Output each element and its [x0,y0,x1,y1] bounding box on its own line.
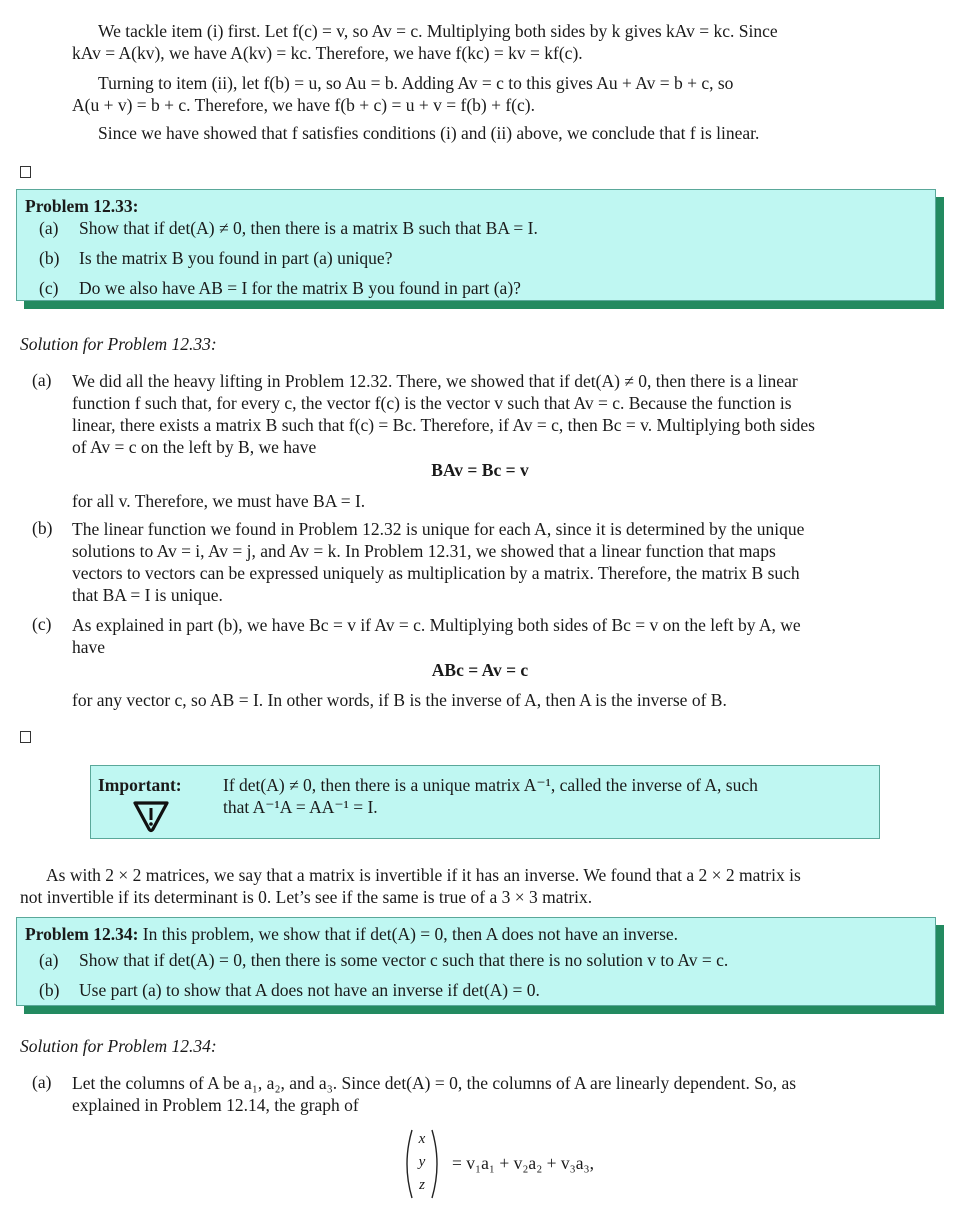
solution-line: vectors to vectors can be expressed uniquely as multiplication by a matrix. Therefore, the matrix B such [72,563,800,583]
solution-line: function f such that, for every c, the vector f(c) is the vector v such that Av = c. Because the function is [72,393,792,413]
problem-heading [25,924,678,945]
problem-title: Problem 12.33: [25,196,139,216]
problem-12-34-box [16,917,936,1006]
important-line-1: If det(A) ≠ 0, then there is a unique matrix A⁻¹, called the inverse of A, such [223,775,758,795]
intro-line-4: A(u + v) = b + c. Therefore, we have f(b + c) = u + v = f(b) + f(c). [72,95,535,115]
column-vector [402,1128,442,1200]
item-text: Do we also have AB = I for the matrix B you found in part (a)? [79,278,521,298]
item-label: (c) [39,278,59,298]
qed-marker [20,731,31,743]
solution-title: Solution for Problem 12.33: [20,334,217,354]
solution-line: The linear function we found in Problem 12.32 is unique for each A, since it is determined by the unique [72,519,805,539]
intro-conclusion: Since we have showed that f satisfies conditions (i) and (ii) above, we conclude that f is linear. [98,123,760,143]
equation: BAv = Bc = v [431,460,529,480]
item-label: (b) [39,248,60,268]
solution-line: As explained in part (b), we have Bc = v if Av = c. Multiplying both sides of Bc = v on the left by A, we [72,615,801,635]
item-label: (a) [39,950,59,970]
vector-z: z [419,1177,425,1193]
intro-line-2: kAv = A(kv), we have A(kv) = kc. Therefore, we have f(kc) = kv = kf(c). [72,43,583,63]
item-label: (a) [32,370,52,390]
item-text: Show that if det(A) = 0, then there is some vector c such that there is no solution v to Av = c. [79,950,729,970]
item-label: (c) [32,614,52,634]
intro-line-1: We tackle item (i) first. Let f(c) = v, so Av = c. Multiplying both sides by k gives kAv = kc. Since [98,21,778,41]
solution-line: linear, there exists a matrix B such that f(c) = Bc. Therefore, if Av = c, then Bc = v. Multiplying both sides [72,415,815,435]
item-text: Show that if det(A) ≠ 0, then there is a matrix B such that BA = I. [79,218,538,238]
solution-line: of Av = c on the left by B, we have [72,437,317,457]
item-label: (b) [39,980,60,1000]
solution-line: Let the columns of A be a₁, a₂, and a₃. Since det(A) = 0, the columns of A are linearly dependent. So, as [72,1073,797,1093]
qed-marker [20,166,31,178]
problem-intro: In this problem, we show that if det(A) = 0, then A does not have an inverse. [142,924,679,944]
equation-rhs: = v₁a₁ + v₂a₂ + v₃a₃, [452,1153,595,1173]
solution-line: solutions to Av = i, Av = j, and Av = k. In Problem 12.31, we showed that a linear function that maps [72,541,776,561]
solution-line: for all v. Therefore, we must have BA = I. [72,491,366,511]
important-box [90,765,880,839]
invertible-line-1: As with 2 × 2 matrices, we say that a matrix is invertible if it has an inverse. We found that a 2 × 2 matrix is [46,865,801,885]
warning-icon [131,798,171,834]
equation: ABc = Av = c [431,660,529,680]
solution-line: We did all the heavy lifting in Problem 12.32. There, we showed that if det(A) ≠ 0, then there is a linear [72,371,798,391]
invertible-line-2: not invertible if its determinant is 0. Let’s see if the same is true of a 3 × 3 matrix. [20,887,593,907]
item-label: (a) [32,1072,52,1092]
vector-y: y [418,1154,426,1170]
solution-title: Solution for Problem 12.34: [20,1036,217,1056]
item-label: (b) [32,518,53,538]
vector-x: x [418,1131,426,1147]
problem-12-33-box [16,189,936,301]
solution-line: explained in Problem 12.14, the graph of [72,1095,359,1115]
solution-line: that BA = I is unique. [72,585,223,605]
item-text: Is the matrix B you found in part (a) unique? [79,248,393,268]
important-label: Important: [98,775,182,795]
item-text: Use part (a) to show that A does not have an inverse if det(A) = 0. [79,980,540,1000]
problem-title: Problem 12.34: [25,924,139,944]
solution-line: have [72,637,106,657]
important-line-2: that A⁻¹A = AA⁻¹ = I. [223,797,378,817]
intro-line-3: Turning to item (ii), let f(b) = u, so Au = b. Adding Av = c to this gives Au + Av = b + c, so [98,73,734,93]
solution-line: for any vector c, so AB = I. In other words, if B is the inverse of A, then A is the inverse of B. [72,690,727,710]
item-label: (a) [39,218,59,238]
